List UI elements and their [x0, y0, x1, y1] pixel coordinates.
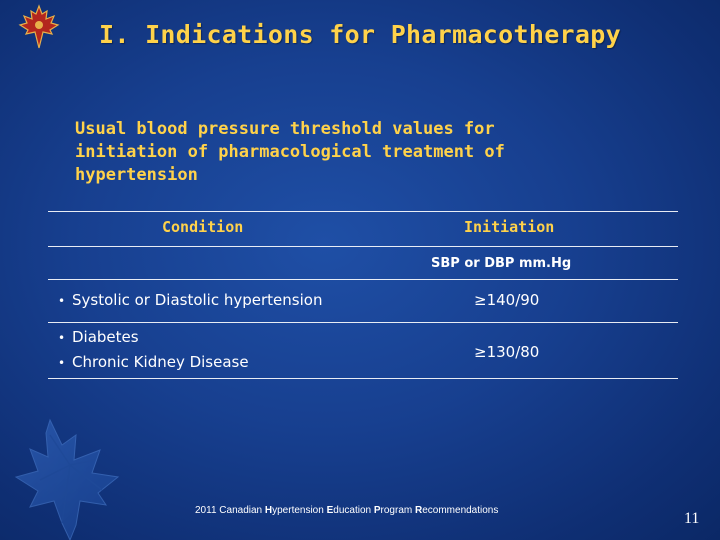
subtitle-line: initiation of pharmacological treatment of [75, 142, 505, 162]
footer-text: rogram [380, 505, 415, 516]
footer-text: ducation [333, 505, 374, 516]
footer-initial: H [264, 505, 273, 516]
condition-text: Chronic Kidney Disease [72, 353, 249, 371]
maple-leaf-watermark-icon [10, 405, 160, 540]
table-row-condition [58, 328, 139, 346]
table-unit-rule [48, 279, 678, 280]
table-row-condition [58, 291, 322, 309]
table-row-rule [48, 322, 678, 323]
bullet-icon: • [58, 331, 66, 345]
threshold-value: ≥130/80 [474, 343, 540, 361]
footer-initial: R [414, 505, 423, 516]
subtitle-line: Usual blood pressure threshold values for [75, 119, 495, 139]
table-row-condition [58, 353, 249, 371]
column-header-condition: Condition [162, 218, 244, 236]
table-header-rule [48, 246, 678, 247]
column-header-initiation: Initiation [464, 218, 555, 236]
footer-text: ypertension [272, 505, 327, 516]
subtitle-line: hypertension [75, 165, 198, 185]
table-bottom-rule [48, 378, 678, 379]
footer-initial: P [373, 505, 381, 516]
footer-initial: E [326, 505, 334, 516]
slide-title: I. Indications for Pharmacotherapy [99, 20, 621, 49]
footer-citation [195, 505, 498, 516]
table-top-rule [48, 211, 678, 212]
footer-text: ecommendations [422, 505, 499, 516]
page-number: 11 [684, 510, 700, 527]
bullet-icon: • [58, 356, 66, 370]
unit-header: SBP or DBP mm.Hg [431, 256, 572, 271]
condition-text: Diabetes [72, 328, 139, 346]
footer-text: 2011 Canadian [195, 505, 265, 516]
condition-text: Systolic or Diastolic hypertension [72, 291, 323, 309]
bullet-icon: • [58, 294, 66, 308]
slide-subtitle [75, 118, 595, 187]
threshold-value: ≥140/90 [474, 291, 540, 309]
